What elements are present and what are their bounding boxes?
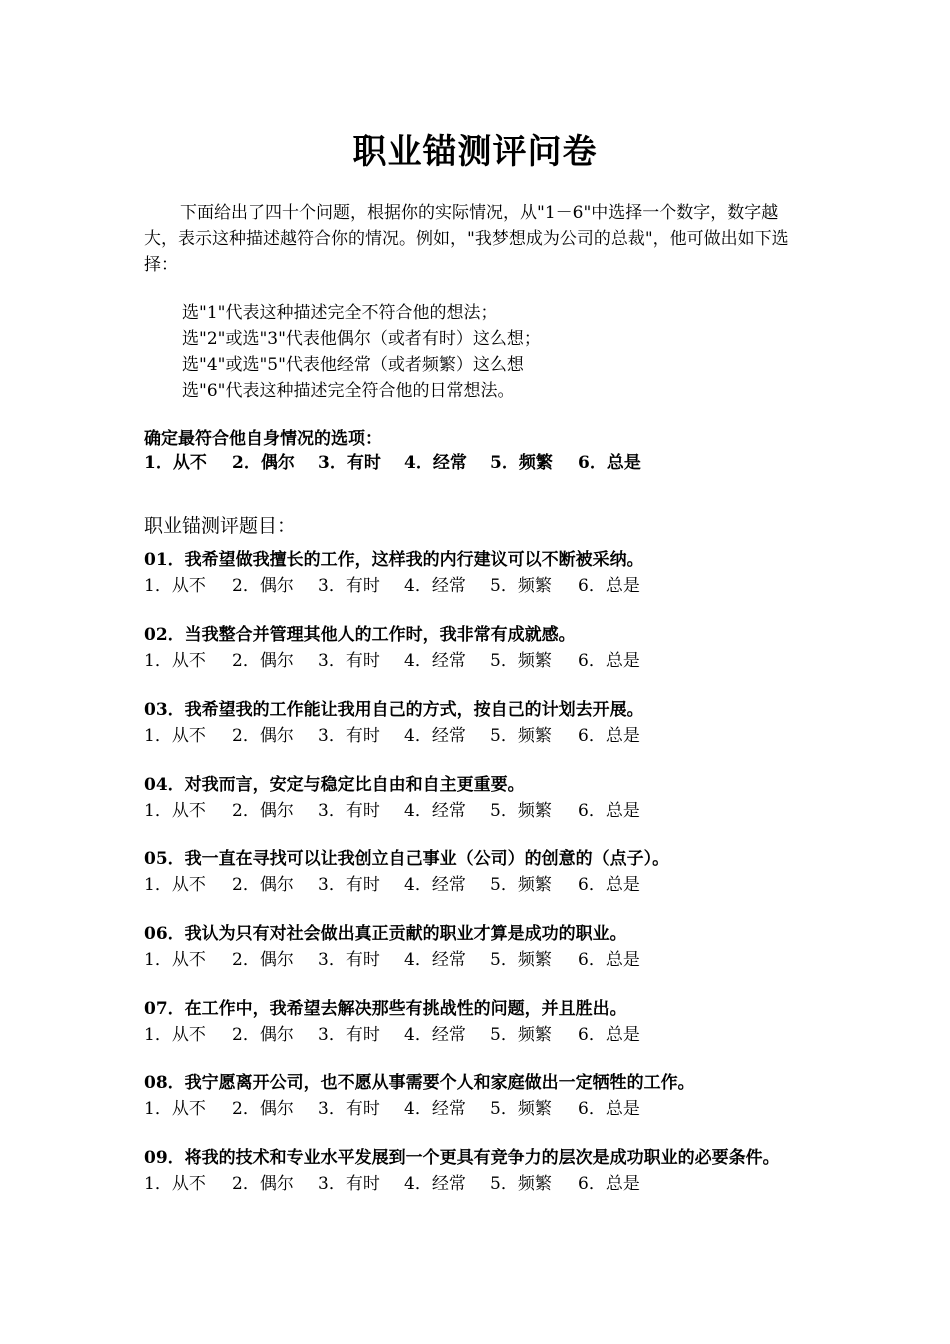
page-title: 职业锚测评问卷	[352, 132, 598, 172]
question-options	[144, 798, 814, 824]
question-text: 05．我一直在寻找可以让我创立自己事业（公司）的创意的（点子）。	[144, 849, 670, 869]
option-always: 6．总是	[578, 801, 640, 821]
option-occasionally: 2．偶尔	[232, 950, 294, 970]
question-text: 08．我宁愿离开公司，也不愿从事需要个人和家庭做出一定牺牲的工作。	[144, 1073, 695, 1093]
option-frequently: 5．频繁	[490, 950, 552, 970]
option-always: 6．总是	[578, 576, 640, 596]
scale-line: 选"2"或选"3"代表他偶尔（或者有时）这么想；	[182, 329, 541, 349]
option-often: 4．经常	[404, 576, 466, 596]
option-occasionally: 2．偶尔	[232, 576, 294, 596]
option-sometimes: 3．有时	[318, 801, 380, 821]
option-sometimes: 3．有时	[318, 950, 380, 970]
option-always: 6．总是	[578, 875, 640, 895]
question-item	[144, 698, 814, 749]
option-frequently: 5．频繁	[490, 453, 553, 473]
option-often: 4．经常	[404, 875, 466, 895]
option-occasionally: 2．偶尔	[232, 1174, 294, 1194]
option-always: 6．总是	[578, 1174, 640, 1194]
option-never: 1．从不	[144, 1174, 206, 1194]
option-never: 1．从不	[144, 875, 206, 895]
question-text: 01．我希望做我擅长的工作，这样我的内行建议可以不断被采纳。	[144, 550, 644, 570]
question-text: 02．当我整合并管理其他人的工作时，我非常有成就感。	[144, 625, 576, 645]
option-often: 4．经常	[404, 453, 467, 473]
option-never: 1．从不	[144, 1099, 206, 1119]
scale-line: 选"4"或选"5"代表他经常（或者频繁）这么想	[182, 355, 524, 375]
question-text: 09．将我的技术和专业水平发展到一个更具有竞争力的层次是成功职业的必要条件。	[144, 1148, 780, 1168]
option-frequently: 5．频繁	[490, 726, 552, 746]
option-occasionally: 2．偶尔	[232, 1099, 294, 1119]
option-sometimes: 3．有时	[318, 453, 381, 473]
option-never: 1．从不	[144, 453, 207, 473]
option-frequently: 5．频繁	[490, 875, 552, 895]
question-options	[144, 648, 814, 674]
option-often: 4．经常	[404, 801, 466, 821]
option-occasionally: 2．偶尔	[232, 1025, 294, 1045]
option-occasionally: 2．偶尔	[232, 453, 295, 473]
option-occasionally: 2．偶尔	[232, 801, 294, 821]
option-frequently: 5．频繁	[490, 801, 552, 821]
option-sometimes: 3．有时	[318, 1099, 380, 1119]
option-never: 1．从不	[144, 576, 206, 596]
option-sometimes: 3．有时	[318, 651, 380, 671]
option-occasionally: 2．偶尔	[232, 875, 294, 895]
question-text: 03．我希望我的工作能让我用自己的方式，按自己的计划去开展。	[144, 700, 644, 720]
option-always: 6．总是	[578, 1099, 640, 1119]
option-often: 4．经常	[404, 726, 466, 746]
option-often: 4．经常	[404, 1174, 466, 1194]
intro-paragraph: 下面给出了四十个问题，根据你的实际情况，从"1－6"中选择一个数字，数字越大，表示这种描述越符合你的情况。例如，"我梦想成为公司的总裁"，他可做出如下选择：	[144, 203, 789, 275]
option-sometimes: 3．有时	[318, 875, 380, 895]
option-occasionally: 2．偶尔	[232, 651, 294, 671]
question-options	[144, 947, 814, 973]
option-never: 1．从不	[144, 726, 206, 746]
main-options	[144, 450, 648, 476]
question-options	[144, 872, 814, 898]
option-always: 6．总是	[578, 651, 640, 671]
option-occasionally: 2．偶尔	[232, 726, 294, 746]
option-frequently: 5．频繁	[490, 651, 552, 671]
question-item	[144, 997, 814, 1048]
option-often: 4．经常	[404, 651, 466, 671]
option-always: 6．总是	[578, 950, 640, 970]
option-never: 1．从不	[144, 1025, 206, 1045]
option-always: 6．总是	[578, 1025, 640, 1045]
question-text: 04．对我而言，安定与稳定比自由和自主更重要。	[144, 775, 525, 795]
question-item	[144, 1071, 814, 1122]
option-always: 6．总是	[578, 726, 640, 746]
question-options	[144, 1171, 814, 1197]
option-sometimes: 3．有时	[318, 576, 380, 596]
question-item	[144, 623, 814, 674]
option-often: 4．经常	[404, 1025, 466, 1045]
scale-line: 选"6"代表这种描述完全符合他的日常想法。	[182, 381, 515, 401]
option-frequently: 5．频繁	[490, 1099, 552, 1119]
question-text: 06．我认为只有对社会做出真正贡献的职业才算是成功的职业。	[144, 924, 627, 944]
question-item	[144, 922, 814, 973]
question-options	[144, 1022, 814, 1048]
question-options	[144, 1096, 814, 1122]
option-frequently: 5．频繁	[490, 1174, 552, 1194]
question-text: 07．在工作中，我希望去解决那些有挑战性的问题，并且胜出。	[144, 999, 627, 1019]
option-frequently: 5．频繁	[490, 1025, 552, 1045]
scale-description	[182, 300, 541, 404]
question-options	[144, 723, 814, 749]
question-item	[144, 548, 814, 599]
question-item	[144, 1146, 814, 1197]
option-sometimes: 3．有时	[318, 1174, 380, 1194]
section-title: 职业锚测评题目：	[144, 515, 297, 537]
option-often: 4．经常	[404, 950, 466, 970]
option-sometimes: 3．有时	[318, 726, 380, 746]
option-never: 1．从不	[144, 950, 206, 970]
scale-line: 选"1"代表这种描述完全不符合他的想法；	[182, 303, 498, 323]
question-options	[144, 573, 814, 599]
option-always: 6．总是	[578, 453, 641, 473]
choose-label: 确定最符合他自身情况的选项：	[144, 429, 382, 449]
question-item	[144, 847, 814, 898]
option-frequently: 5．频繁	[490, 576, 552, 596]
option-never: 1．从不	[144, 801, 206, 821]
option-never: 1．从不	[144, 651, 206, 671]
question-item	[144, 773, 814, 824]
option-sometimes: 3．有时	[318, 1025, 380, 1045]
option-often: 4．经常	[404, 1099, 466, 1119]
